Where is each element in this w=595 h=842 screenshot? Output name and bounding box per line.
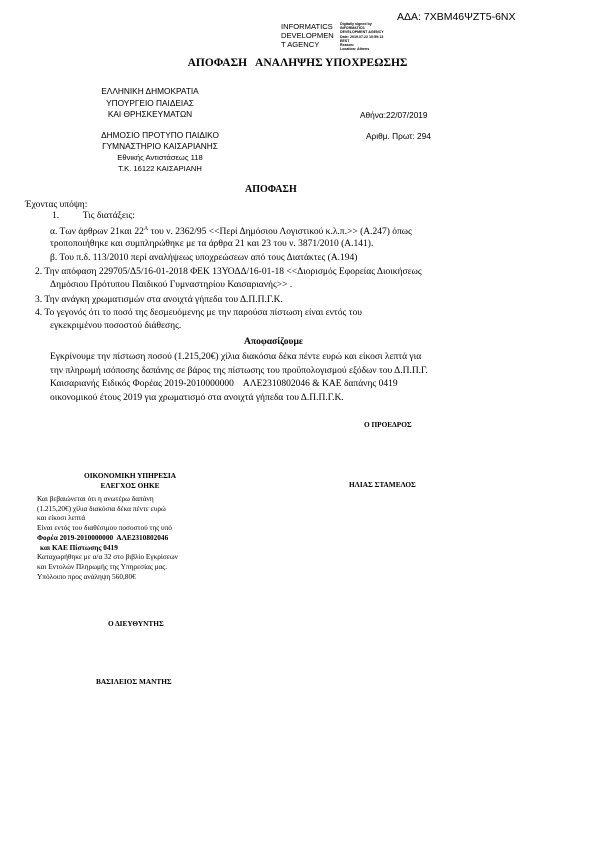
- finance-block: [37, 494, 178, 581]
- stamp-detail: Reason:: [340, 43, 355, 48]
- stamp-detail: INFORMATICS: [340, 26, 365, 31]
- signature-details: [340, 22, 384, 51]
- director-label: Ο ΔΙΕΥΘΥΝΤΗΣ: [108, 619, 164, 628]
- president-name: ΗΛΙΑΣ ΣΤΑΜΕΛΟΣ: [349, 480, 416, 489]
- decision-line: Εγκρίνουμε την πίστωση ποσού (1.215,20€) χίλια διακόσια δέκα πέντε ευρώ και είκοσι λεπτά για: [50, 352, 422, 362]
- item-1-label: 1. Τις διατάξεις:: [52, 211, 135, 221]
- protocol-number: Αριθμ. Πρωτ: 294: [366, 131, 431, 141]
- finance-title: [60, 471, 200, 490]
- item-1a-text: α. Των άρθρων 21και 22: [50, 227, 144, 238]
- stamp-detail: Digitally signed by: [340, 22, 372, 26]
- director-name: ΒΑΣΙΛΕΙΟΣ ΜΑΝΤΗΣ: [96, 677, 172, 686]
- stamp-detail: Date: 2019.07.22 10:59:13: [340, 34, 384, 39]
- finance-line: Είναι εντός του διαθέσιμου ποσοστού της υπό: [37, 523, 172, 533]
- school-line: ΔΗΜΟΣΙΟ ΠΡΟΤΥΠΟ ΠΑΙΔΙΚΟ: [101, 130, 219, 140]
- stamp-detail: EEST: [340, 38, 350, 43]
- signature-stamp: [281, 22, 334, 49]
- superscript: Α: [143, 226, 149, 232]
- item-2-continuation: Δημόσιου Πρότυπου Παιδικού Γυμναστηρίου Καισαριανής>> .: [50, 280, 293, 290]
- document-date: Αθήνα:22/07/2019: [360, 110, 428, 120]
- item-3: 3. Την ανάγκη χρωματισμών στα ανοιχτά γήπεδα του Δ.Π.Π.Γ.Κ.: [35, 295, 283, 305]
- stamp-line: DEVELOPMEN: [281, 31, 334, 40]
- decision-line: Καισαριανής Ειδικός Φορέας 2019-2010000000 ΑΛΕ2310802046 & ΚΑΕ δαπάνης 0419: [50, 379, 398, 389]
- stamp-detail: Location: Athens: [340, 47, 370, 52]
- finance-line: Υπόλοιπο προς ανάληψη 560,80€: [37, 571, 136, 581]
- finance-line: Καταχωρήθηκε με α/α 32 στο βιβλίο Εγκρίσεων: [37, 552, 178, 562]
- school-line: ΓΥΜΝΑΣΤΗΡΙΟ ΚΑΙΣΑΡΙΑΝΗΣ: [102, 141, 218, 151]
- item-2: 2. Την απόφαση 229705/Δ5/16-01-2018 ΦΕΚ 13ΥΟΔΔ/16-01-18 <<Διορισμός Εφορείας Διοικήσεως: [35, 267, 422, 277]
- item-1a: [50, 226, 412, 237]
- finance-line: και είκοσι λεπτά: [37, 513, 86, 523]
- finance-line: Και βεβαιώνεται ότι η ανωτέρω δαπάνη: [37, 494, 154, 503]
- stamp-line: T AGENCY: [281, 40, 320, 49]
- finance-bold-line: Φορέα 2019-2010000000 ΑΛΕ2310802046: [37, 532, 169, 542]
- finance-line: (1.215,20€) χίλια διακόσια δέκα πέντε ευρώ: [37, 503, 166, 513]
- finance-bold-line: και ΚΑΕ Πίστωσης 0419: [40, 542, 118, 552]
- school-line: Εθνικής Αντιστάσεως 118: [117, 153, 203, 162]
- we-decide-heading: Αποφασίζουμε: [244, 337, 303, 347]
- finance-title-line: ΕΛΕΓΧΟΣ ΟΗΚΕ: [100, 480, 160, 490]
- decision-title: ΑΠΟΦΑΣΗ: [245, 184, 297, 195]
- item-1a-continuation: τροποποιήθηκε και συμπληρώθηκε με τα άρθρα 21 και 23 του ν. 3871/2010 (Α.141).: [50, 239, 374, 249]
- decision-line: την πληρωμή ισόποσης δαπάνης σε βάρος της πίστωσης του προϋπολογισμού εξόδων του Δ.Π.Π.Γ.: [50, 365, 428, 376]
- school-line: Τ.Κ. 16122 ΚΑΙΣΑΡΙΑΝΗ: [118, 164, 202, 173]
- decision-line: οικονομικού έτους 2019 για χρωματισμό στα ανοιχτά γήπεδα του Δ.Π.Π.Γ.Κ.: [50, 392, 344, 403]
- considering-heading: Έχοντας υπόψη:: [25, 200, 88, 210]
- school-block: [75, 130, 245, 174]
- ministry-line: ΥΠΟΥΡΓΕΙΟ ΠΑΙΔΕΙΑΣ: [106, 97, 194, 108]
- ministry-block: [80, 86, 220, 121]
- header-title: ΑΠΟΦΑΣΗ ΑΝΑΛΗΨΗΣ ΥΠΟΧΡΕΩΣΗΣ: [187, 57, 408, 69]
- stamp-detail: DEVELOPMENT AGENCY: [340, 30, 384, 35]
- item-1a-text-cont: του ν. 2362/95 <<Περί Δημόσιου Λογιστικού κ.λ.π.>> (Α.247) όπως: [148, 227, 412, 238]
- ministry-line: ΕΛΛΗΝΙΚΗ ΔΗΜΟΚΡΑΤΙΑ: [101, 86, 199, 96]
- ministry-line: ΚΑΙ ΘΡΗΣΚΕΥΜΑΤΩΝ: [107, 109, 193, 119]
- decision-text: [50, 351, 568, 405]
- item-1b: β. Του π.δ. 113/2010 περί αναλήψεως υποχρεώσεων από τους Διατάκτες (Α.194): [50, 253, 358, 263]
- finance-title-line: ΟΙΚΟΝΟΜΙΚΗ ΥΠΗΡΕΣΙΑ: [84, 471, 176, 480]
- finance-line: και Εντολών Πληρωμής της Υπηρεσίας μας.: [37, 561, 168, 571]
- president-label: Ο ΠΡΟΕΔΡΟΣ: [364, 420, 412, 429]
- ada-code: ΑΔΑ: 7ΧΒΜ46ΨΖΤ5-6ΝΧ: [397, 11, 516, 23]
- item-4-continuation: εγκεκριμένου ποσοστού διάθεσης.: [50, 321, 182, 331]
- item-4: 4. Το γεγονός ότι το ποσό της δεσμευόμενης με την παρούσα πίστωση είναι εντός του: [35, 308, 362, 318]
- stamp-line: INFORMATICS: [281, 22, 333, 31]
